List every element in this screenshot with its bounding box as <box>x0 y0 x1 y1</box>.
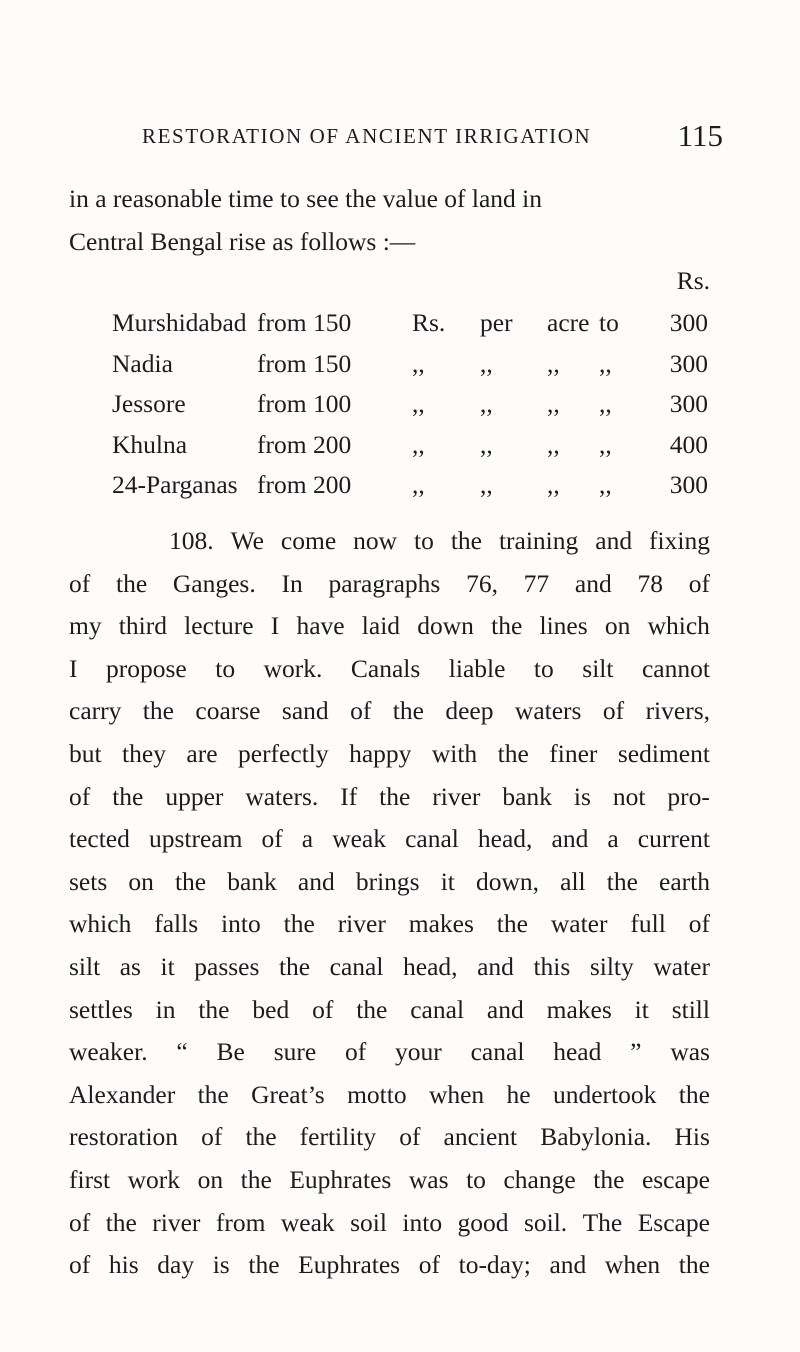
paragraph-108 <box>69 520 710 1287</box>
from-value: from 100 <box>257 389 352 418</box>
to-value: 300 <box>669 308 708 337</box>
to-value: 300 <box>669 389 708 418</box>
intro-text <box>69 178 710 263</box>
paragraph-line: first work on the Euphrates was to change the escape <box>69 1164 710 1194</box>
from-value: from 150 <box>257 308 352 337</box>
intro-line-text: Central Bengal rise as follows :— <box>69 226 416 256</box>
to-mark: ,, <box>599 389 612 418</box>
running-title: RESTORATION OF ANCIENT IRRIGATION <box>142 124 592 148</box>
table-row <box>0 349 800 389</box>
district-name: Jessore <box>112 389 186 418</box>
district-name: Murshidabad <box>112 308 247 337</box>
acre-mark: ,, <box>547 389 560 418</box>
to-mark: ,, <box>599 429 612 459</box>
column-heading-rs: Rs. <box>676 266 710 295</box>
district-name: 24-Parganas <box>112 470 238 499</box>
district-name: Khulna <box>112 429 188 459</box>
unit-mark: ,, <box>412 470 425 499</box>
paragraph-line: of the river from weak soil into good soil. The Escape <box>69 1207 710 1237</box>
acre-mark: acre <box>547 308 590 337</box>
acre-mark: ,, <box>547 429 560 459</box>
paragraph-line: but they are perfectly happy with the finer sediment <box>69 738 710 768</box>
paragraph-line: of the Ganges. In paragraphs 76, 77 and 78 of <box>69 568 710 598</box>
paragraph-line: Alexander the Great’s motto when he undertook the <box>69 1079 710 1109</box>
paragraph-line: restoration of the fertility of ancient Babylonia. His <box>69 1122 710 1152</box>
per-mark: per <box>480 308 513 337</box>
paragraph-line: my third lecture I have laid down the lines on which <box>69 611 710 641</box>
per-mark: ,, <box>480 429 493 459</box>
to-value: 400 <box>669 429 708 459</box>
per-mark: ,, <box>480 348 493 378</box>
paragraph-line: which falls into the river makes the water full of <box>69 909 710 939</box>
intro-line-text: in a reasonable time to see the value of land in <box>69 184 542 213</box>
intro-line <box>69 221 710 264</box>
paragraph-line: 108. We come now to the training and fixing <box>169 526 710 555</box>
table-row <box>0 430 800 470</box>
from-value: from 150 <box>257 348 352 378</box>
unit-mark: ,, <box>412 348 425 378</box>
page-number: 115 <box>677 118 723 153</box>
paragraph-line: of his day is the Euphrates of to-day; and when the <box>69 1250 710 1280</box>
to-mark: ,, <box>599 348 612 378</box>
table-row <box>0 470 800 510</box>
to-value: 300 <box>669 470 708 499</box>
to-mark: ,, <box>599 470 612 499</box>
paragraph-line: sets on the bank and brings it down, all the earth <box>69 866 710 896</box>
table-row <box>0 389 800 429</box>
paragraph-line: of the upper waters. If the river bank is not pro- <box>69 781 710 811</box>
to-mark: to <box>599 308 619 337</box>
unit-mark: ,, <box>412 429 425 459</box>
paragraph-line: weaker. “ Be sure of your canal head ” was <box>69 1037 710 1067</box>
to-value: 300 <box>669 348 708 378</box>
paragraph-line: settles in the bed of the canal and makes it still <box>69 994 710 1024</box>
acre-mark: ,, <box>547 348 560 378</box>
per-mark: ,, <box>480 470 493 499</box>
from-value: from 200 <box>257 470 352 499</box>
table-row <box>0 308 800 348</box>
unit-mark: Rs. <box>412 308 446 337</box>
paragraph-line: carry the coarse sand of the deep waters of rivers, <box>69 696 710 726</box>
paragraph-line: tected upstream of a weak canal head, and a current <box>69 824 710 854</box>
paragraph-line: silt as it passes the canal head, and this silty water <box>69 951 710 981</box>
district-name: Nadia <box>112 348 173 378</box>
intro-line <box>69 178 710 221</box>
per-mark: ,, <box>480 389 493 418</box>
from-value: from 200 <box>257 429 352 459</box>
acre-mark: ,, <box>547 470 560 499</box>
running-header <box>0 118 800 154</box>
unit-mark: ,, <box>412 389 425 418</box>
paragraph-line: I propose to work. Canals liable to silt cannot <box>69 653 710 683</box>
